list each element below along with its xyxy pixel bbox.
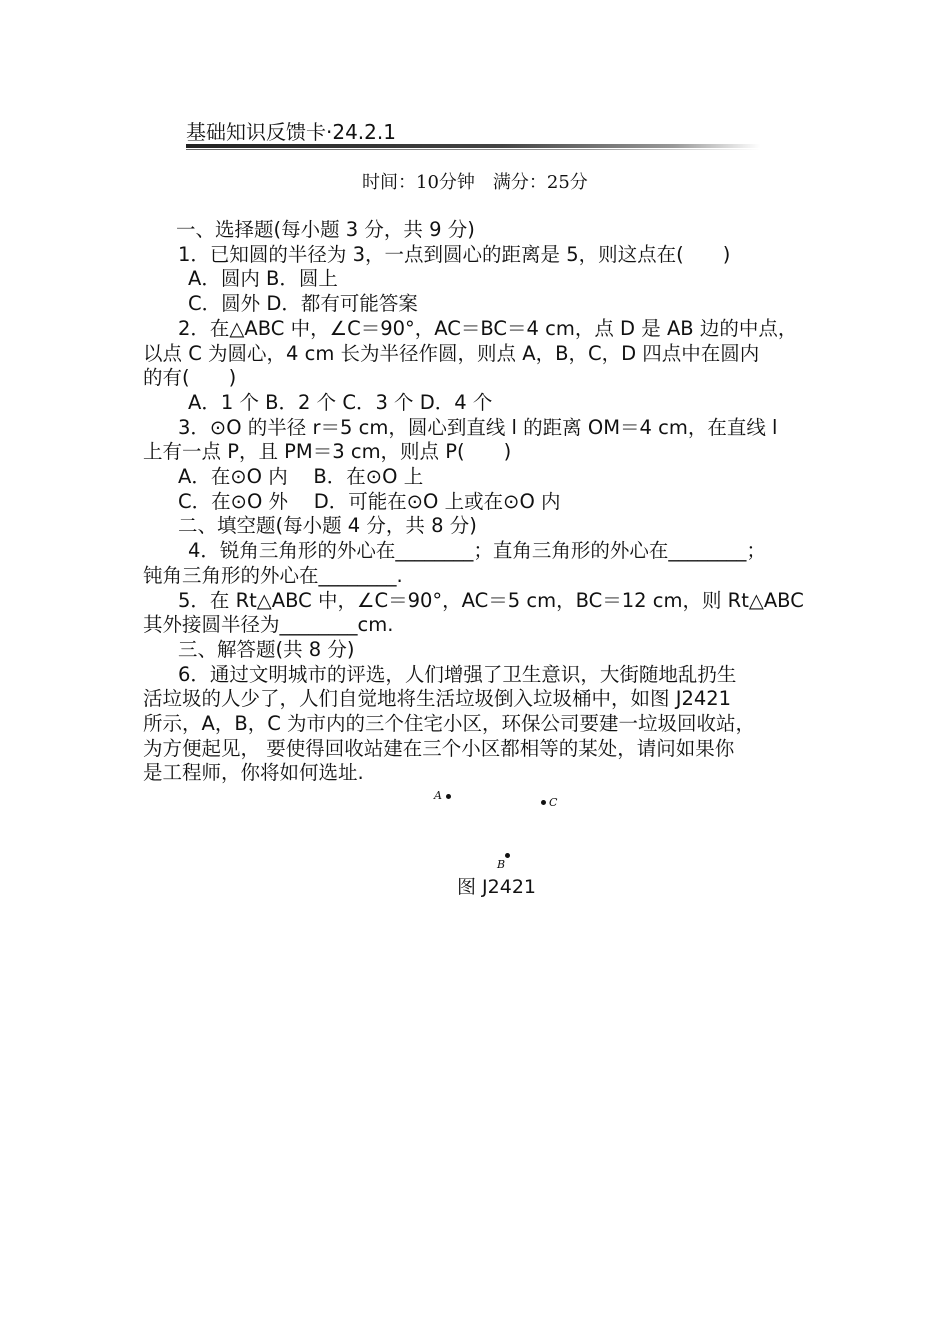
text-line: 2．在△ABC 中，∠C＝90°，AC＝BC＝4 cm，点 D 是 AB 边的中点， <box>178 316 798 340</box>
text-line: A．圆内 B．圆上 <box>188 267 338 291</box>
text-line: C．在⊙O 外 D．可能在⊙O 上或在⊙O 内 <box>178 489 561 513</box>
header-title: 基础知识反馈卡·24.2.1 <box>186 120 396 144</box>
text-line: 的有( ) <box>143 366 237 390</box>
text-line: 6．通过文明城市的评选，人们增强了卫生意识，大街随地乱扔生 <box>178 662 737 686</box>
header-rule <box>186 144 760 148</box>
text-line: 1．已知圆的半径为 3，一点到圆心的距离是 5，则这点在( ) <box>178 242 731 266</box>
figure-j2421 <box>420 785 580 875</box>
time-score-line <box>362 168 606 194</box>
point-b-dot <box>505 853 510 858</box>
text-line: 以点 C 为圆心，4 cm 长为半径作圆，则点 A，B，C，D 四点中在圆内 <box>143 341 760 365</box>
point-b-label: B <box>497 858 506 871</box>
text-line: 其外接圆半径为________cm. <box>143 613 394 637</box>
text-line: 所示，A，B，C 为市内的三个住宅小区，环保公司要建一垃圾回收站， <box>143 712 756 736</box>
text-line: C．圆外 D．都有可能答案 <box>188 292 418 316</box>
text-line: 是工程师，你将如何选址. <box>143 761 364 785</box>
header-rule-thin <box>186 149 760 150</box>
full-score: 满分：25分 <box>492 172 588 193</box>
point-c-label: C <box>549 796 558 809</box>
text-line: 上有一点 P，且 PM＝3 cm，则点 P( ) <box>143 440 512 464</box>
text-line: 三、解答题(共 8 分) <box>178 637 355 661</box>
text-line: 3．⊙O 的半径 r＝5 cm，圆心到直线 l 的距离 OM＝4 cm，在直线 l <box>178 415 778 439</box>
text-line: 二、填空题(每小题 4 分，共 8 分) <box>178 514 477 538</box>
figure-caption: 图 J2421 <box>457 876 536 898</box>
text-line: A．在⊙O 内 B．在⊙O 上 <box>178 465 424 489</box>
time-limit: 时间：10分钟 <box>362 172 475 193</box>
text-line: 活垃圾的人少了，人们自觉地将生活垃圾倒入垃圾桶中，如图 J2421 <box>143 687 732 711</box>
point-c-dot <box>541 800 546 805</box>
point-a-dot <box>446 794 451 799</box>
text-line: A．1 个 B．2 个 C．3 个 D．4 个 <box>188 390 493 414</box>
text-line: 4．锐角三角形的外心在________；直角三角形的外心在________； <box>188 539 766 563</box>
text-line: 一、选择题(每小题 3 分，共 9 分) <box>176 218 475 241</box>
point-a-label: A <box>434 789 442 802</box>
text-line: 5．在 Rt△ABC 中，∠C＝90°，AC＝5 cm，BC＝12 cm，则 Rt△ABC <box>178 588 804 612</box>
text-line: 钝角三角形的外心在________. <box>143 563 403 587</box>
text-line: 为方便起见， 要使得回收站建在三个小区都相等的某处，请问如果你 <box>143 736 735 760</box>
question-content <box>143 218 819 786</box>
